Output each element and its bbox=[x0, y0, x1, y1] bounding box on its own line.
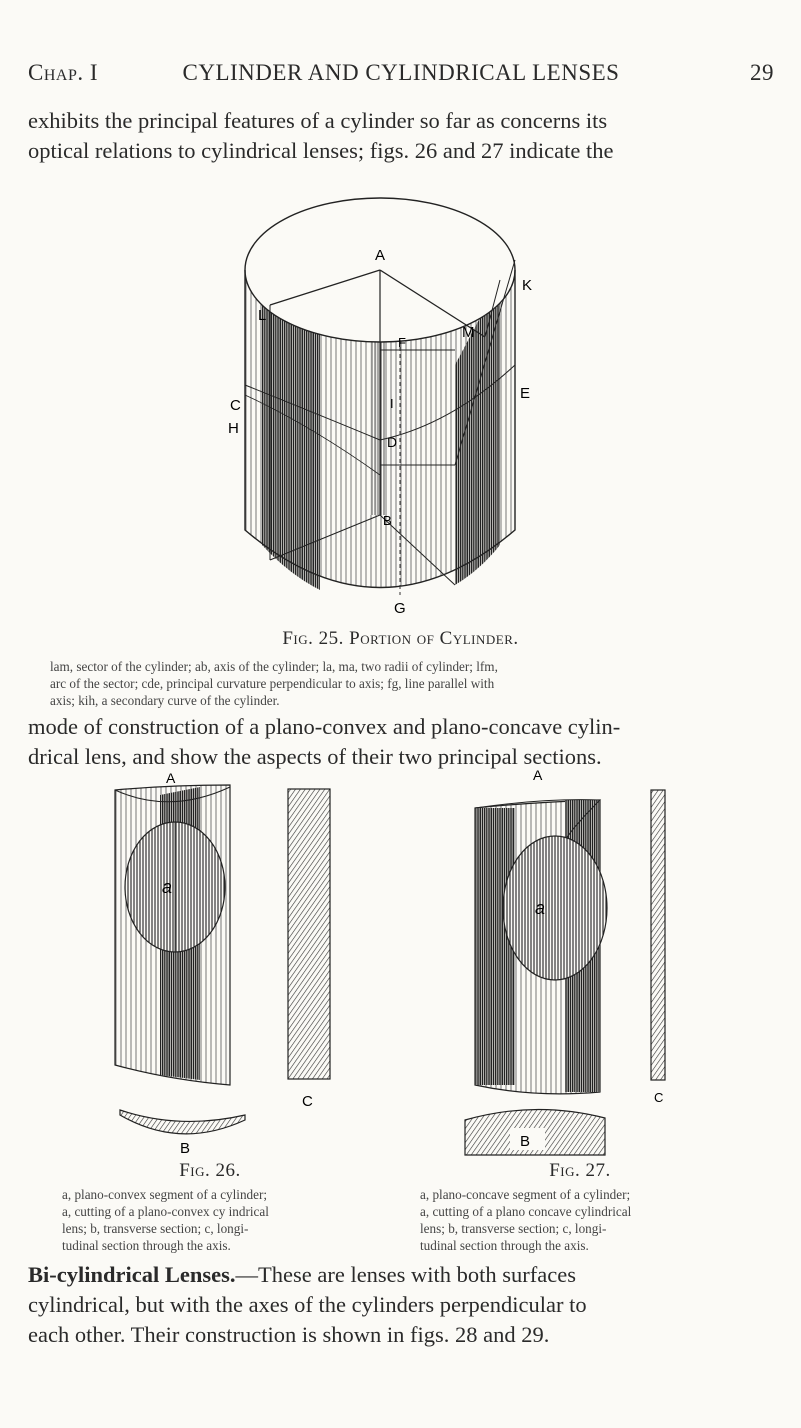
figure-25-cylinder bbox=[200, 165, 560, 625]
paragraph-line bbox=[28, 1260, 774, 1290]
legend-line: tudinal section through the axis. bbox=[420, 1238, 589, 1253]
page-number: 29 bbox=[750, 60, 774, 85]
paragraph-text: —These are lenses with both surfaces bbox=[235, 1262, 577, 1287]
paragraph-line: mode of construction of a plano-convex and plano-concave cylin- bbox=[28, 714, 621, 739]
paragraph-line: exhibits the principal features of a cylinder so far as concerns its bbox=[28, 108, 608, 133]
label-L: L bbox=[258, 307, 267, 324]
label-G: G bbox=[394, 600, 406, 617]
label-A: A bbox=[533, 767, 543, 783]
figure-27-caption: Fig. 27. bbox=[549, 1160, 611, 1181]
paragraph-line: cylindrical, but with the axes of the cylinders perpendicular to bbox=[28, 1292, 587, 1317]
figure-27-legend bbox=[420, 1186, 760, 1254]
figure-26-caption: Fig. 26. bbox=[179, 1160, 241, 1181]
figure-25-caption bbox=[0, 628, 801, 650]
label-B: B bbox=[520, 1133, 531, 1150]
paragraph-intro bbox=[28, 106, 774, 166]
label-K: K bbox=[522, 277, 533, 294]
label-C: C bbox=[230, 397, 241, 414]
legend-line: tudinal section through the axis. bbox=[62, 1238, 231, 1253]
label-F: F bbox=[398, 335, 406, 350]
section-heading: Bi-cylindrical Lenses. bbox=[28, 1262, 236, 1287]
label-a: a bbox=[535, 898, 546, 918]
chapter-label: Chap. I bbox=[28, 60, 99, 85]
legend-line: a, plano-convex segment of a cylinder; bbox=[62, 1187, 268, 1202]
paragraph-construction bbox=[28, 712, 774, 772]
label-E: E bbox=[520, 385, 531, 402]
legend-line: lam, sector of the cylinder; ab, axis of the cylinder; la, ma, two radii of cylinder; lfm, bbox=[50, 659, 498, 674]
legend-line: a, plano-concave segment of a cylinder; bbox=[420, 1187, 631, 1202]
label-C: C bbox=[654, 1090, 664, 1105]
label-B: B bbox=[180, 1140, 191, 1157]
label-B: B bbox=[383, 513, 392, 528]
legend-line: a, cutting of a plano-convex cy indrical bbox=[62, 1204, 269, 1219]
legend-line: lens; b, transverse section; c, longi- bbox=[62, 1221, 249, 1236]
figure-26-legend bbox=[62, 1186, 362, 1254]
header-title: CYLINDER AND CYLINDRICAL LENSES bbox=[182, 60, 620, 85]
figure-26-plano-convex bbox=[100, 770, 360, 1157]
label-D: D bbox=[387, 434, 398, 450]
figure-25-title: Portion of Cylinder. bbox=[349, 628, 519, 649]
figure-25-number: Fig. 25. bbox=[282, 628, 344, 649]
paragraph-bicylindrical bbox=[28, 1260, 774, 1350]
label-M: M bbox=[462, 324, 475, 341]
legend-line: lens; b, transverse section; c, longi- bbox=[420, 1221, 607, 1236]
label-a: a bbox=[162, 877, 173, 897]
paragraph-line: optical relations to cylindrical lenses; figs. 26 and 27 indicate the bbox=[28, 138, 614, 163]
legend-line: a, cutting of a plano concave cylindrical bbox=[420, 1204, 632, 1219]
label-A: A bbox=[166, 770, 176, 786]
label-H: H bbox=[228, 420, 239, 437]
label-A: A bbox=[375, 247, 386, 264]
label-I: I bbox=[390, 396, 394, 411]
label-C: C bbox=[302, 1093, 313, 1110]
legend-line: arc of the sector; cde, principal curvature perpendicular to axis; fg, line parallel with bbox=[50, 676, 495, 691]
figure-27-plano-concave bbox=[455, 767, 715, 1160]
paragraph-line: each other. Their construction is shown in figs. 28 and 29. bbox=[28, 1322, 550, 1347]
legend-line: axis; kih, a secondary curve of the cylinder. bbox=[50, 693, 280, 708]
paragraph-line: drical lens, and show the aspects of their two principal sections. bbox=[28, 744, 602, 769]
figure-25-legend bbox=[50, 658, 770, 709]
